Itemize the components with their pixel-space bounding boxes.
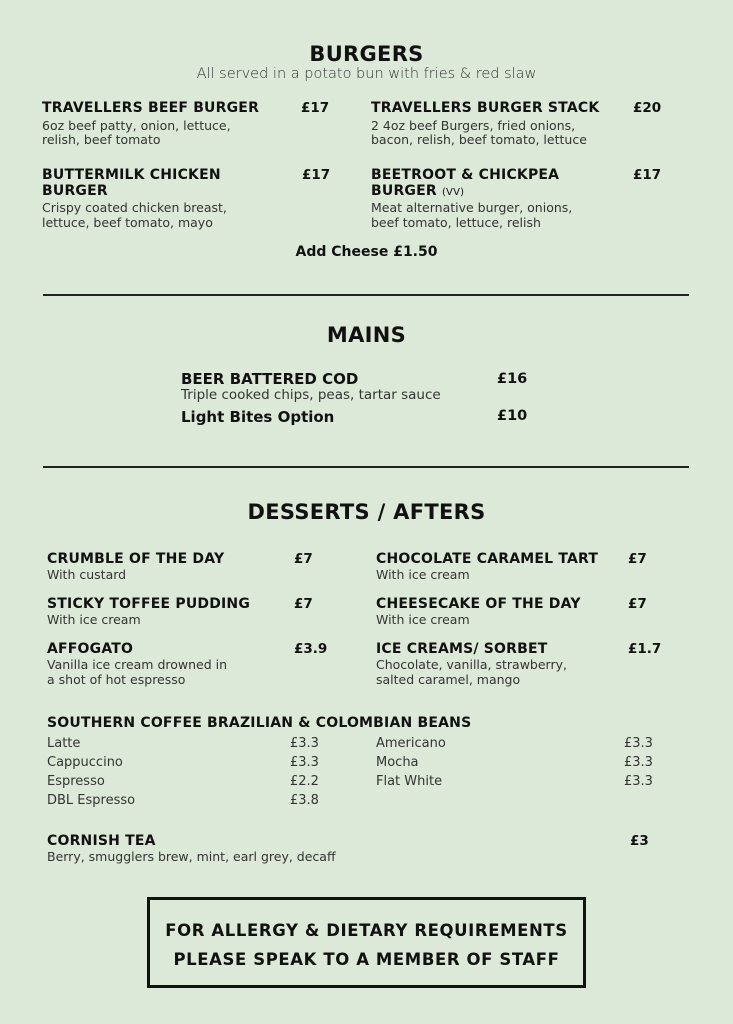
allergy-notice-line1: FOR ALLERGY & DIETARY REQUIREMENTS: [165, 921, 568, 940]
coffee-price: £3.3: [290, 755, 319, 770]
item-name: BEETROOT & CHICKPEA: [371, 167, 560, 183]
item-price: £20: [633, 100, 662, 116]
item-description: With ice cream: [47, 612, 141, 627]
item-description: beef tomato, lettuce, relish: [371, 215, 541, 230]
item-price: £7: [628, 596, 647, 612]
item-description: relish, beef tomato: [42, 132, 161, 147]
section-title-burgers: BURGERS: [309, 42, 424, 66]
item-description: Vanilla ice cream drowned in: [47, 657, 228, 672]
coffee-price: £2.2: [290, 774, 319, 789]
item-price: £7: [628, 551, 647, 567]
burgers-subtitle: All served in a potato bun with fries & red slaw: [196, 66, 537, 82]
coffee-price: £3.3: [624, 755, 653, 770]
item-name: BUTTERMILK CHICKEN: [42, 167, 221, 183]
divider: [43, 294, 689, 296]
divider: [43, 466, 689, 468]
item-description: Triple cooked chips, peas, tartar sauce: [181, 387, 441, 403]
coffee-item: Espresso: [47, 774, 105, 789]
coffee-item: Americano: [376, 736, 446, 751]
item-name: BEER BATTERED COD: [181, 370, 359, 388]
item-name: TRAVELLERS BURGER STACK: [371, 100, 600, 116]
coffee-item: Mocha: [376, 755, 419, 770]
item-description: With ice cream: [376, 612, 470, 627]
item-description: With ice cream: [376, 567, 470, 582]
item-description: Berry, smugglers brew, mint, earl grey, decaff: [47, 849, 336, 864]
coffee-heading: SOUTHERN COFFEE BRAZILIAN & COLOMBIAN BEANS: [47, 715, 472, 731]
section-title-desserts: DESSERTS / AFTERS: [247, 500, 486, 524]
coffee-price: £3.3: [624, 774, 653, 789]
item-price: £1.7: [628, 641, 662, 657]
item-description: a shot of hot espresso: [47, 672, 186, 687]
item-name: CHOCOLATE CARAMEL TART: [376, 551, 599, 567]
item-description: salted caramel, mango: [376, 672, 521, 687]
item-name: CORNISH TEA: [47, 833, 156, 849]
coffee-price: £3.3: [290, 736, 319, 751]
allergy-notice-line2: PLEASE SPEAK TO A MEMBER OF STAFF: [173, 950, 560, 969]
item-description: 2 4oz beef Burgers, fried onions,: [371, 118, 576, 133]
item-price: £16: [497, 371, 528, 387]
vegan-tag: (VV): [441, 187, 465, 198]
item-description: With custard: [47, 567, 127, 582]
item-name: STICKY TOFFEE PUDDING: [47, 596, 251, 612]
item-name: BURGER: [42, 183, 108, 199]
item-name: CRUMBLE OF THE DAY: [47, 551, 225, 567]
item-name: [371, 183, 464, 201]
item-name: Light Bites Option: [181, 408, 335, 426]
coffee-price: £3.3: [624, 736, 653, 751]
coffee-item: Latte: [47, 736, 81, 751]
item-description: lettuce, beef tomato, mayo: [42, 215, 213, 230]
item-name: CHEESECAKE OF THE DAY: [376, 596, 581, 612]
add-cheese-note: Add Cheese £1.50: [295, 244, 438, 260]
item-name-text: BURGER: [371, 183, 437, 199]
item-description: Meat alternative burger, onions,: [371, 200, 573, 215]
item-price: £3.9: [294, 641, 328, 657]
coffee-item: Flat White: [376, 774, 443, 789]
item-price: £17: [301, 100, 330, 116]
item-description: Chocolate, vanilla, strawberry,: [376, 657, 567, 672]
item-price: £7: [294, 551, 313, 567]
coffee-item: Cappuccino: [47, 755, 123, 770]
item-name: ICE CREAMS/ SORBET: [376, 641, 548, 657]
coffee-price: £3.8: [290, 793, 319, 808]
allergy-notice-box: [147, 897, 586, 988]
item-description: Crispy coated chicken breast,: [42, 200, 227, 215]
item-description: 6oz beef patty, onion, lettuce,: [42, 118, 231, 133]
coffee-item: DBL Espresso: [47, 793, 136, 808]
section-title-mains: MAINS: [326, 323, 407, 347]
item-price: £10: [497, 408, 528, 424]
item-description: bacon, relish, beef tomato, lettuce: [371, 132, 587, 147]
item-price: £17: [633, 167, 662, 183]
item-price: £3: [630, 833, 649, 849]
item-name: TRAVELLERS BEEF BURGER: [42, 100, 260, 116]
item-name: AFFOGATO: [47, 641, 134, 657]
item-price: £7: [294, 596, 313, 612]
item-price: £17: [302, 167, 331, 183]
